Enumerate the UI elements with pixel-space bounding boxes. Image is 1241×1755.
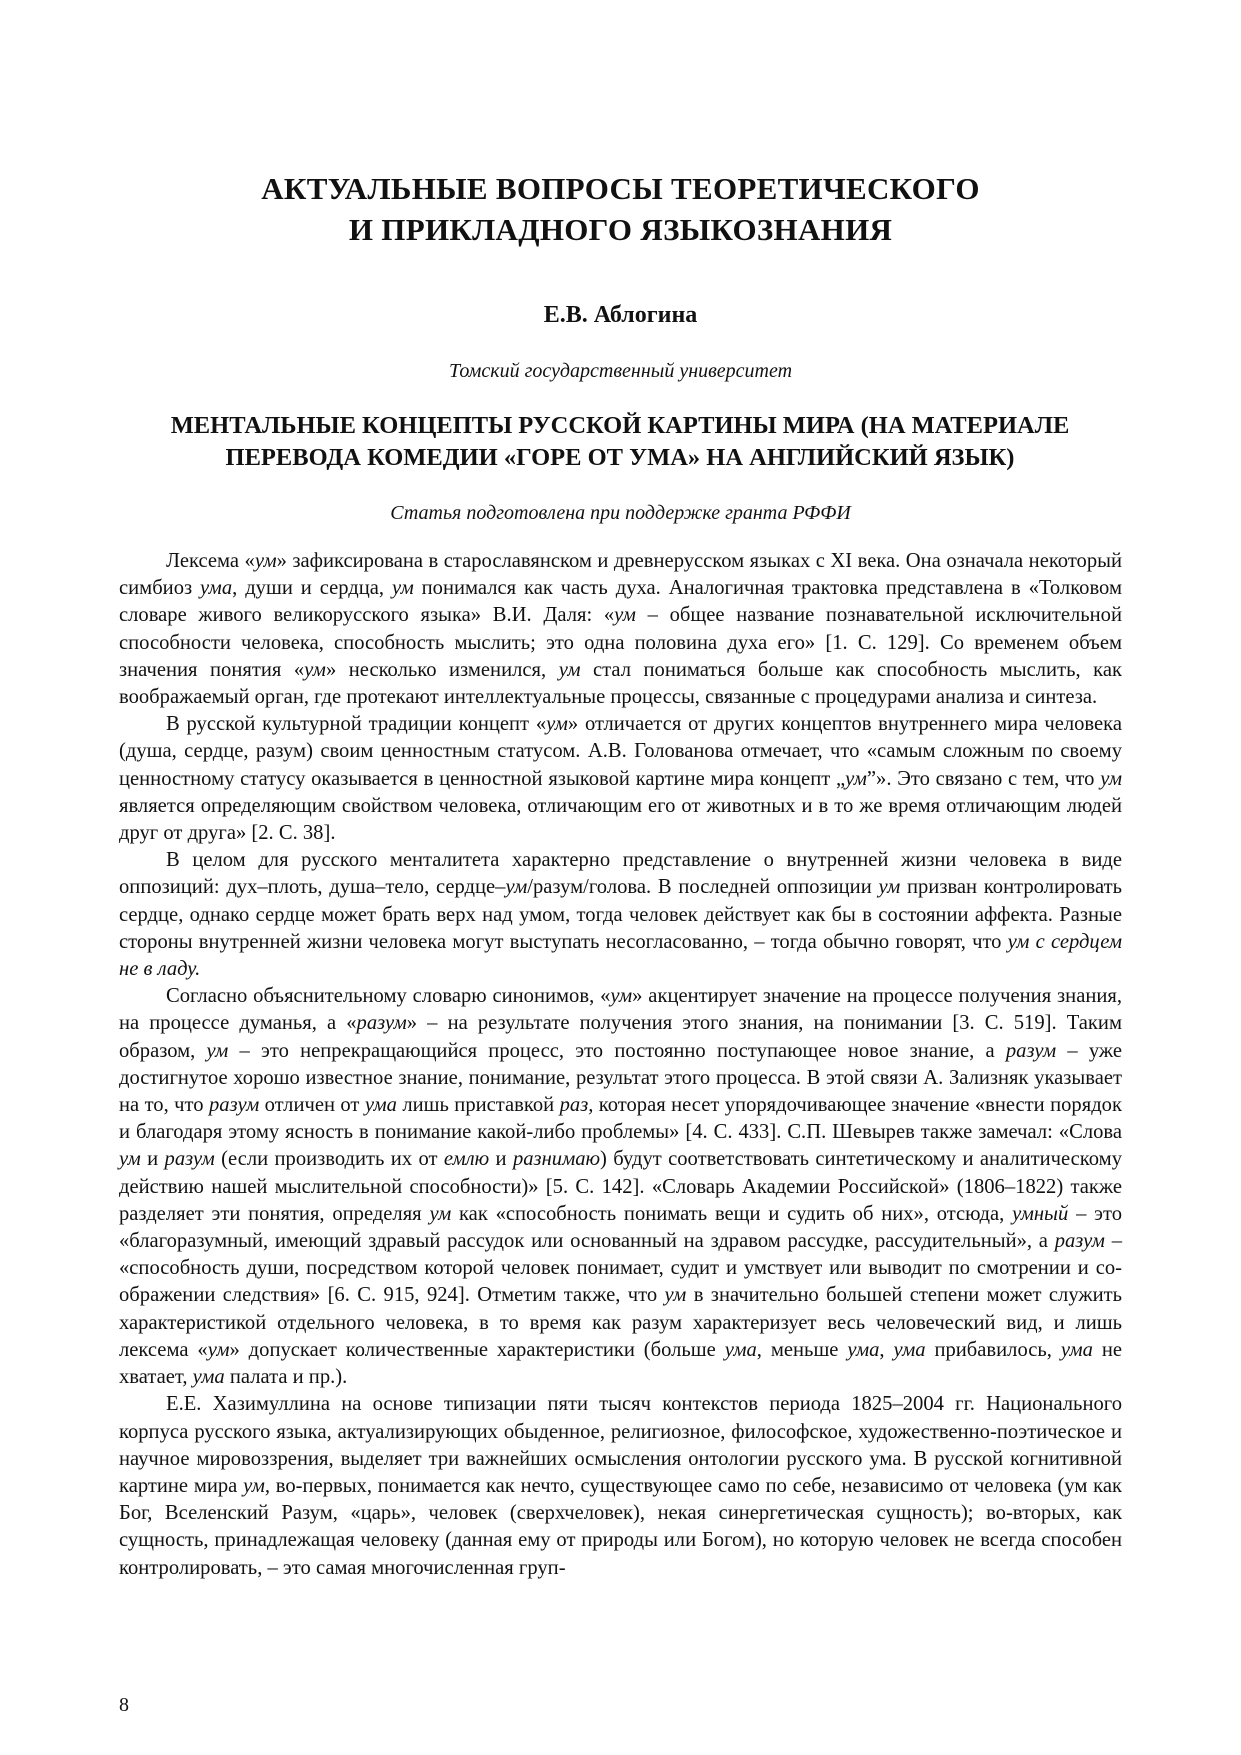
article-author: Е.В. Аблогина [543,302,698,328]
text-run: Лексема « [166,550,255,572]
section-title-line-2: И ПРИКЛАДНОГО ЯЗЫКОЗНАНИЯ [348,212,893,247]
italic-term: ум [558,658,581,681]
italic-term: ум [429,1202,452,1225]
article-body [119,548,1122,1582]
italic-term: ум с сердцем не в ладу. [119,930,1122,981]
text-run: не хватает, [119,1338,1123,1389]
body-paragraph [119,548,1122,711]
text-run: Е.Е. Хазимуллина на основе типизации пяти тысяч контекстов периода 1825–2004 гг. Национального корпуса русского языка, актуализирующих обыденное, религиозное, философское, художественно-поэтическое и научное мировоззрения, выделяет три важнейших осмысления онтологии русского ума. В русской когнитивной картине мира [119,1393,1122,1497]
italic-term: ум [304,658,326,681]
text-run: » отличается от других концептов внутреннего мира человека (душа, сердце, разум) своим ценностным статусом. А.В. Голованова отмечает, что «самым сложным по своему ценностному статусу оказывается в ценностной языковой картине мира концепт „ [119,713,1123,790]
text-run: – общее название познавательной исключительной способности человека, способность мыслить; это одна половина духа его» [1. С. 129]. Со временем объем значения понятия « [119,604,1123,681]
italic-term: ум [610,985,633,1008]
italic-term: ум [1100,767,1122,790]
italic-term: ума [200,577,233,600]
author-affiliation: Томский государственный университет [448,360,793,382]
text-run: , души и сердца, [232,577,392,600]
italic-term: ум [391,577,414,600]
italic-term: умный [1012,1202,1069,1225]
italic-term: ум, [243,1474,271,1497]
italic-term: ум [254,550,277,572]
section-title-line-1: АКТУАЛЬНЫЕ ВОПРОСЫ ТЕОРЕТИЧЕСКОГО [261,171,980,206]
text-run: » акцентирует значение на процессе получения знания, на процессе думанья, а « [119,985,1122,1035]
italic-term: ум [664,1284,687,1307]
italic-term: ума [893,1338,926,1361]
italic-term: разум [1005,1039,1057,1062]
body-paragraph [119,983,1122,1391]
italic-term: ум [845,767,867,790]
italic-term: ума [1060,1338,1093,1361]
italic-term: ума [192,1366,225,1389]
article-title-line-1: МЕНТАЛЬНЫЕ КОНЦЕПТЫ РУССКОЙ КАРТИНЫ МИРА (НА МАТЕРИАЛЕ [170,412,1070,439]
italic-term: ум [878,876,901,899]
text-run: В целом для русского менталитета характерно представление о внутренней жизни человека в виде оппозиций: дух–плоть, душа–тело, сердце– [119,849,1122,899]
italic-term: ума [364,1094,397,1117]
italic-term: разум [1054,1230,1105,1253]
text-run: которая несет упорядочивающее значение «внести порядок и благодаря этому ясность в понимание какой-либо проблемы» [4. С. 433]. С.П. Шевырев также замечал: «Слова [119,1094,1122,1144]
italic-term: ума [724,1338,757,1361]
article-title [120,410,1120,474]
text-run: (если производить их от [214,1148,444,1171]
grant-note: Статья подготовлена при поддержке гранта РФФИ [390,502,851,524]
page-number: 8 [119,1694,129,1716]
text-run: – это непрекращающийся процесс, это постоянно поступающее новое знание, а [228,1039,1006,1062]
italic-term: раз, [559,1094,594,1117]
italic-term: разум [208,1094,260,1117]
text-run: ) будут соответствовать синтетическому и аналитическому действию нашей мыслительной способности)» [5. С. 142]. «Словарь Академии Российской» (1806–1822) также разделяет эти понятия, определяя [119,1148,1122,1225]
body-paragraph [119,847,1122,983]
text-run: понимался как часть духа. Аналогичная трактовка представлена в «Толковом словаре живого великорусского языка» В.И. Даля: « [119,577,1122,627]
italic-term: ум [614,604,636,627]
text-run: ”». Это связано с тем, что [866,767,1101,790]
text-run: » зафиксирована в старославянском и древнерусском языках с XI века. Она означала некоторый симбиоз [119,550,1122,600]
text-run: /разум/голова. В последней оппозиции [527,876,879,899]
italic-term: ум [206,1039,229,1062]
text-run: – это «благоразумный, имеющий здравый рассудок или основанный на здравом рассудке, рассудительный», а [119,1202,1123,1253]
text-run: – «способность души, посредством которой человек понимает, судит и умствует или выводит по смотрении и соображении следствия» [6. С. 915, 924]. Отметим также, что [119,1230,1122,1307]
text-run: как «способность понимать вещи и судить об них», отсюда, [451,1202,1013,1225]
text-run: и [140,1148,165,1171]
text-run: во-первых, понимается как нечто, существующее само по себе, независимо от человека (ум как Бог, Вселенский Разум, «царь», человек (сверхчеловек), некая синергетическая сущность); во-вторых, как сущность, принадлежащая человеку (данная ему от природы или Богом), но которую человек не всегда способен контролировать, – это самая многочисленная груп- [119,1474,1122,1579]
text-run: и [489,1148,513,1171]
italic-term: емлю [443,1148,490,1171]
text-run: стал пониматься больше как способность мыслить, как воображаемый орган, где протекают интеллектуальные процессы, связанные с процедурами анализа и синтеза. [119,658,1122,709]
text-run: , меньше [756,1338,848,1361]
text-run: палата и пр.). [224,1366,348,1389]
text-run: » – на результате получения этого знания, на понимании [3. С. 519]. Таким образом, [119,1012,1122,1062]
text-run: Согласно объяснительному словарю синонимов, « [166,985,611,1008]
text-run: прибавилось, [925,1338,1061,1361]
text-run: является определяющим свойством человека, отличающим его от животных и в то же время отличающим людей друг от друга» [2. С. 38]. [119,794,1122,845]
text-run: » несколько изменился, [325,658,559,681]
italic-term: ум [119,1148,141,1171]
body-paragraph [119,711,1122,847]
text-run: призван контролировать сердце, однако сердце может брать верх над умом, тогда человек действует как бы в состоянии аффекта. Разные стороны внутренней жизни человека могут выступать несогласованно, – тогда обычно говорят, что [119,876,1123,953]
text-run: в значительно большей степени может служить характеристикой отдельного человека, в то время как разум характеризует весь человеческий вид, и лишь лексема « [119,1284,1123,1361]
italic-term: разнимаю [512,1148,601,1171]
section-title [0,168,1241,250]
body-paragraph [119,1391,1122,1581]
italic-term: ум [546,713,568,736]
text-run: , [879,1338,894,1361]
italic-term: ума [847,1338,880,1361]
italic-term: ум [505,876,528,899]
italic-term: ум [207,1338,230,1361]
text-run: – уже достигнутое хорошо известное знание, понимание, результат этого процесса. В этой связи А. Зализняк указывает на то, что [119,1039,1122,1117]
article-title-line-2: ПЕРЕВОДА КОМЕДИИ «ГОРЕ ОТ УМА» НА АНГЛИЙСКИЙ ЯЗЫК) [225,444,1015,471]
text-run: отличен от [259,1094,365,1117]
italic-term: разум [164,1148,215,1171]
text-run: лишь приставкой [396,1094,560,1117]
italic-term: разум [356,1012,407,1035]
text-run: В русской культурной традиции концепт « [166,713,547,736]
text-run: » допускает количественные характеристики (больше [229,1338,725,1361]
